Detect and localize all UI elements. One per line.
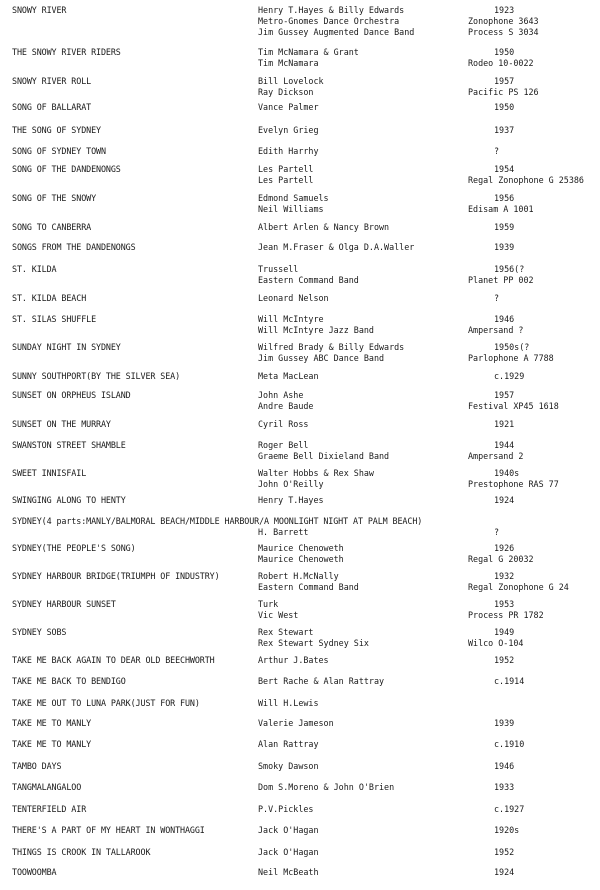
artist-column [258, 543, 344, 565]
release-info-column [468, 193, 534, 215]
artist-column [258, 516, 308, 538]
release-info-column [468, 390, 559, 412]
artist-name: Andre Baude [258, 401, 314, 411]
artist-column [258, 314, 374, 336]
artist-name: Les Partell [258, 164, 314, 174]
release-info-column [468, 314, 523, 336]
release-info-column [468, 293, 499, 304]
song-title: SWANSTON STREET SHAMBLE [12, 440, 126, 450]
artist-name: Cyril Ross [258, 419, 309, 429]
release-year: 1949 [494, 627, 515, 637]
release-info-column [468, 782, 514, 793]
record-label: Rodeo 10-0022 [468, 58, 534, 68]
release-year: 1937 [494, 125, 515, 135]
artist-column [258, 627, 369, 649]
artist-column [258, 739, 319, 750]
artist-name: Wilfred Brady & Billy Edwards [258, 342, 405, 352]
artist-name: Albert Arlen & Nancy Brown [258, 222, 390, 232]
release-year: 1921 [494, 419, 515, 429]
song-title: SUNNY SOUTHPORT(BY THE SILVER SEA) [12, 371, 181, 381]
artist-name: Smoky Dawson [258, 761, 319, 771]
song-title: SUNSET ON THE MURRAY [12, 419, 111, 429]
song-title: THE SNOWY RIVER RIDERS [12, 47, 121, 57]
record-label: Ampersand ? [468, 325, 524, 335]
release-info-column [468, 571, 569, 593]
artist-name: Maurice Chenoweth [258, 543, 344, 553]
song-title: TAKE ME TO MANLY [12, 718, 92, 728]
record-label: Regal G 20032 [468, 554, 534, 564]
song-title: THERE'S A PART OF MY HEART IN WONTHAGGI [12, 825, 205, 835]
release-year: 1953 [494, 599, 515, 609]
release-year: 1954 [494, 164, 515, 174]
release-info-column [468, 222, 514, 233]
artist-column [258, 164, 313, 186]
artist-name: Turk [258, 599, 279, 609]
release-year: c.1927 [494, 804, 525, 814]
record-label: Parlophone A 7788 [468, 353, 554, 363]
release-year: 1957 [494, 76, 515, 86]
song-title: TAKE ME BACK TO BENDIGO [12, 676, 126, 686]
artist-column [258, 264, 359, 286]
release-year: ? [494, 293, 500, 303]
song-title: TAKE ME BACK AGAIN TO DEAR OLD BEECHWORTH [12, 655, 215, 665]
record-label: Regal Zonophone G 24 [468, 582, 569, 592]
song-title: TOOWOOMBA [12, 867, 57, 877]
artist-name [258, 516, 308, 527]
release-info-column [468, 125, 514, 136]
artist-name: H. Barrett [258, 527, 309, 537]
release-info-column [468, 371, 524, 382]
song-title: SONG OF BALLARAT [12, 102, 92, 112]
artist-name: Rex Stewart [258, 627, 314, 637]
artist-name: John Ashe [258, 390, 304, 400]
artist-name: Leonard Nelson [258, 293, 329, 303]
release-info-column [468, 342, 554, 364]
artist-column [258, 222, 389, 233]
song-title: SYDNEY HARBOUR SUNSET [12, 599, 116, 609]
release-info-column [468, 419, 514, 430]
release-info-column [468, 847, 514, 858]
record-label: Planet PP 002 [468, 275, 534, 285]
release-info-column [468, 468, 559, 490]
record-label: Ampersand 2 [468, 451, 524, 461]
release-year: 1952 [494, 655, 515, 665]
artist-column [258, 342, 404, 364]
release-year: 1939 [494, 718, 515, 728]
song-title: ST. SILAS SHUFFLE [12, 314, 97, 324]
release-year: 1920s [494, 825, 520, 835]
artist-column [258, 193, 329, 215]
artist-column [258, 825, 319, 836]
artist-name: Bill Lovelock [258, 76, 324, 86]
song-title: SONG OF THE DANDENONGS [12, 164, 121, 174]
artist-column [258, 655, 329, 666]
release-year: 1944 [494, 440, 515, 450]
release-year: c.1914 [494, 676, 525, 686]
song-title: THE SONG OF SYDNEY [12, 125, 101, 135]
release-info-column [468, 804, 524, 815]
song-title: TAMBO DAYS [12, 761, 62, 771]
release-info-column [468, 825, 519, 836]
artist-name: Edith Harrhy [258, 146, 319, 156]
song-title: TANGMALANGALOO [12, 782, 82, 792]
release-info-column [468, 146, 499, 157]
artist-name: Ray Dickson [258, 87, 314, 97]
song-title: THINGS IS CROOK IN TALLAROOK [12, 847, 151, 857]
release-year: 1940s [494, 468, 520, 478]
record-label: Prestophone RAS 77 [468, 479, 559, 489]
release-info-column [468, 242, 514, 253]
artist-column [258, 47, 359, 69]
artist-column [258, 390, 313, 412]
song-title: SONG OF THE SNOWY [12, 193, 97, 203]
artist-column [258, 495, 324, 506]
artist-column [258, 468, 374, 490]
song-title: TENTERFIELD AIR [12, 804, 87, 814]
release-info-column [468, 76, 539, 98]
artist-column [258, 804, 313, 815]
artist-column [258, 718, 334, 729]
release-year: 1957 [494, 390, 515, 400]
song-title: SWEET INNISFAIL [12, 468, 87, 478]
release-year: c.1929 [494, 371, 525, 381]
release-info-column [468, 543, 534, 565]
record-label: Edisam A 1001 [468, 204, 534, 214]
artist-name: Neil Williams [258, 204, 324, 214]
song-title: TAKE ME OUT TO LUNA PARK(JUST FOR FUN) [12, 698, 200, 708]
artist-column [258, 761, 319, 772]
artist-name: Edmond Samuels [258, 193, 329, 203]
release-year: 1926 [494, 543, 515, 553]
artist-column [258, 146, 319, 157]
artist-column [258, 419, 308, 430]
artist-name: Tim McNamara [258, 58, 319, 68]
artist-name: Trussell [258, 264, 299, 274]
release-year: ? [494, 146, 500, 156]
artist-name: Bert Rache & Alan Rattray [258, 676, 385, 686]
artist-name: Will McIntyre [258, 314, 324, 324]
artist-column [258, 676, 384, 687]
release-year: 1950s(? [494, 342, 530, 352]
song-title: ST. KILDA [12, 264, 57, 274]
release-year: 1956(? [494, 264, 525, 274]
release-info-column [468, 676, 524, 687]
artist-column [258, 102, 319, 113]
record-label: Regal Zonophone G 25386 [468, 175, 584, 185]
release-year: 1946 [494, 314, 515, 324]
release-year: 1939 [494, 242, 515, 252]
artist-column [258, 698, 319, 709]
record-label [468, 516, 499, 527]
artist-column [258, 242, 414, 253]
song-title: SYDNEY(THE PEOPLE'S SONG) [12, 543, 136, 553]
release-year: 1946 [494, 761, 515, 771]
release-info-column [468, 164, 584, 186]
artist-column [258, 571, 359, 593]
record-label: Pacific PS 126 [468, 87, 539, 97]
artist-name: Evelyn Grieg [258, 125, 319, 135]
artist-column [258, 847, 319, 858]
record-label: Festival XP45 1618 [468, 401, 559, 411]
artist-name: Valerie Jameson [258, 718, 334, 728]
song-title: SONGS FROM THE DANDENONGS [12, 242, 136, 252]
artist-name: Arthur J.Bates [258, 655, 329, 665]
song-title: SYDNEY SOBS [12, 627, 67, 637]
artist-name: Alan Rattray [258, 739, 319, 749]
artist-column [258, 782, 394, 793]
artist-column [258, 371, 319, 382]
song-title: TAKE ME TO MANLY [12, 739, 92, 749]
release-year: 1923 [494, 5, 515, 15]
release-year: 1952 [494, 847, 515, 857]
artist-name: Roger Bell [258, 440, 309, 450]
release-year: ? [494, 527, 500, 537]
release-year: 1924 [494, 867, 515, 877]
record-label: Process PR 1782 [468, 610, 544, 620]
release-info-column [468, 264, 534, 286]
artist-name: Eastern Command Band [258, 275, 359, 285]
artist-name: Robert H.McNally [258, 571, 339, 581]
release-info-column [468, 655, 514, 666]
artist-column [258, 599, 298, 621]
release-info-column [468, 627, 523, 649]
artist-name: P.V.Pickles [258, 804, 314, 814]
release-year: 1950 [494, 47, 515, 57]
artist-name: Walter Hobbs & Rex Shaw [258, 468, 374, 478]
release-year: 1950 [494, 102, 515, 112]
artist-name: Tim McNamara & Grant [258, 47, 359, 57]
artist-column [258, 867, 319, 878]
artist-name: Will McIntyre Jazz Band [258, 325, 374, 335]
artist-name: Vic West [258, 610, 299, 620]
song-title: SYDNEY HARBOUR BRIDGE(TRIUMPH OF INDUSTRY) [12, 571, 220, 581]
artist-name: Jean M.Fraser & Olga D.A.Waller [258, 242, 415, 252]
artist-name: Jack O'Hagan [258, 825, 319, 835]
artist-name: Vance Palmer [258, 102, 319, 112]
artist-name: Metro-Gnomes Dance Orchestra [258, 16, 400, 26]
song-title: SONG OF SYDNEY TOWN [12, 146, 106, 156]
release-info-column [468, 867, 514, 878]
song-title: ST. KILDA BEACH [12, 293, 87, 303]
release-info-column [468, 495, 514, 506]
release-info-column [468, 440, 523, 462]
release-year: c.1910 [494, 739, 525, 749]
artist-name: Jim Gussey Augmented Dance Band [258, 27, 415, 37]
artist-name: Henry T.Hayes [258, 495, 324, 505]
record-label: Process S 3034 [468, 27, 539, 37]
release-info-column [468, 739, 524, 750]
release-info-column [468, 761, 514, 772]
song-title: SYDNEY(4 parts:MANLY/BALMORAL BEACH/MIDDLE HARBOUR/A MOONLIGHT NIGHT AT PALM BEACH) [12, 516, 423, 526]
artist-column [258, 125, 319, 136]
release-year: 1959 [494, 222, 515, 232]
artist-column [258, 293, 329, 304]
artist-name: Jim Gussey ABC Dance Band [258, 353, 385, 363]
artist-name: Meta MacLean [258, 371, 319, 381]
artist-name: Neil McBeath [258, 867, 319, 877]
artist-name: Graeme Bell Dixieland Band [258, 451, 390, 461]
song-title: SUNDAY NIGHT IN SYDNEY [12, 342, 121, 352]
release-info-column [468, 102, 514, 113]
artist-name: Eastern Command Band [258, 582, 359, 592]
artist-name: Will H.Lewis [258, 698, 319, 708]
artist-name: Jack O'Hagan [258, 847, 319, 857]
song-title: SNOWY RIVER [12, 5, 67, 15]
song-title: SONG TO CANBERRA [12, 222, 92, 232]
release-year: 1933 [494, 782, 515, 792]
artist-name: Henry T.Hayes & Billy Edwards [258, 5, 405, 15]
release-info-column [468, 599, 544, 621]
record-label: Zonophone 3643 [468, 16, 539, 26]
artist-name: John O'Reilly [258, 479, 324, 489]
artist-name: Dom S.Moreno & John O'Brien [258, 782, 395, 792]
release-info-column [468, 47, 534, 69]
artist-column [258, 5, 414, 38]
release-year: 1924 [494, 495, 515, 505]
release-info-column [468, 718, 514, 729]
artist-name: Les Partell [258, 175, 314, 185]
song-title: SNOWY RIVER ROLL [12, 76, 92, 86]
release-year: 1956 [494, 193, 515, 203]
artist-column [258, 76, 324, 98]
song-title: SUNSET ON ORPHEUS ISLAND [12, 390, 131, 400]
release-year: 1932 [494, 571, 515, 581]
record-label: Wilco O-104 [468, 638, 524, 648]
song-title: SWINGING ALONG TO HENTY [12, 495, 126, 505]
artist-column [258, 440, 389, 462]
release-info-column [468, 516, 499, 538]
artist-name: Rex Stewart Sydney Six [258, 638, 369, 648]
release-info-column [468, 5, 539, 38]
artist-name: Maurice Chenoweth [258, 554, 344, 564]
